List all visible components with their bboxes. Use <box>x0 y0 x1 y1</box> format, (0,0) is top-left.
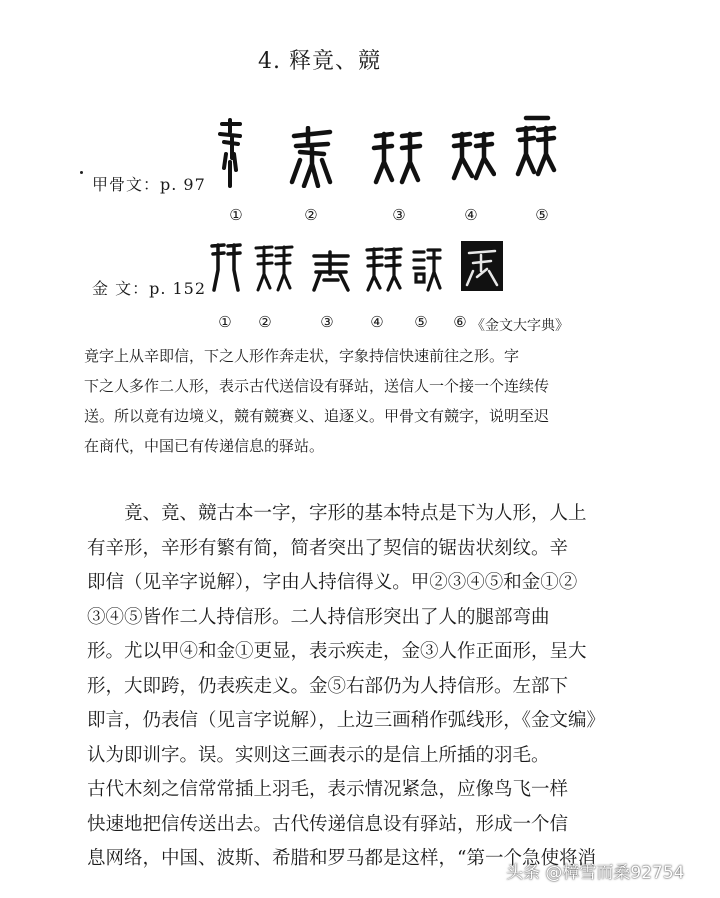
text-line: 在商代，中国已有传递信息的驿站。 <box>84 437 325 455</box>
bronze-number: ② <box>258 313 272 331</box>
text-line: 下之人多作二人形，表示古代送信设有驿站，送信人一个接一个连续传 <box>84 377 550 395</box>
text-line: 即信（见辛字说解），字由人持信得义。甲②③④⑤和金①② <box>87 572 578 593</box>
main-paragraph <box>87 497 657 877</box>
oracle-glyph-2 <box>286 126 338 188</box>
bronze-glyph-2 <box>254 244 294 292</box>
text-line: 送。所以竟有边境义，競有競赛义、追逐义。甲骨文有競字，说明至迟 <box>84 407 550 425</box>
bronze-script-label: 金 文：p. 152 <box>92 279 207 298</box>
bronze-glyph-4 <box>364 246 404 292</box>
oracle-number: ③ <box>392 206 406 224</box>
bronze-glyph-5 <box>412 246 442 292</box>
section-title: 4. 释竟、競 <box>258 49 381 74</box>
text-line: 认为即训字。误。实则这三画表示的是信上所插的羽毛。 <box>87 744 550 766</box>
oracle-glyph-5 <box>514 114 558 180</box>
text-line: 即言，仍表信（见言字说解），上边三画稍作弧线形，《金文编》 <box>87 710 606 731</box>
oracle-number: ② <box>304 206 318 224</box>
text-line: 形，大即跨，仍表疾走义。金⑤右部仍为人持信形。左部下 <box>87 675 569 697</box>
oracle-glyph-4 <box>450 128 496 182</box>
bronze-number: ⑤ <box>414 313 428 331</box>
bronze-glyph-1 <box>210 242 242 294</box>
text-line: 竟、竟、競古本一字，字形的基本特点是下为人形，人上 <box>124 503 587 524</box>
text-line: 有辛形，辛形有繁有简，简者突出了契信的锯齿状刻纹。辛 <box>87 537 569 559</box>
bronze-number: ① <box>218 313 232 331</box>
text-line: 形。尤以甲④和金①更显，表示疾走，金③人作正面形，呈大 <box>87 641 587 662</box>
bronze-number: ④ <box>370 313 384 331</box>
bronze-number: ⑥ <box>453 313 467 331</box>
oracle-number: ⑤ <box>535 206 549 224</box>
text-line: 竟字上从辛即信，下之人形作奔走状，字象持信快速前往之形。字 <box>84 347 520 365</box>
watermark: 头条 @樟雪而桑92754 <box>506 863 685 883</box>
text-line: ③④⑤皆作二人持信形。二人持信形突出了人的腿部弯曲 <box>87 606 550 628</box>
intro-paragraph <box>84 341 644 461</box>
text-line: 古代木刻之信常常插上羽毛，表示情况紧急，应像鸟飞一样 <box>87 779 569 800</box>
bronze-number: ③ <box>320 313 334 331</box>
bronze-glyph-3 <box>310 250 352 292</box>
oracle-number: ④ <box>464 206 478 224</box>
stray-dot <box>80 171 83 174</box>
oracle-number: ① <box>229 206 243 224</box>
oracle-glyph-3 <box>370 128 424 186</box>
text-line: 息网络，中国、波斯、希腊和罗马都是这样，“第一个急使将消 <box>87 848 596 869</box>
text-line: 快速地把信传送出去。古代传递信息设有驿站，形成一个信 <box>87 813 569 835</box>
oracle-bone-label: 甲骨文：p. 97 <box>92 175 206 194</box>
oracle-glyph-1 <box>216 118 246 190</box>
source-note: 《金文大字典》 <box>471 318 569 334</box>
bronze-glyph-6-rubbing <box>461 241 503 291</box>
